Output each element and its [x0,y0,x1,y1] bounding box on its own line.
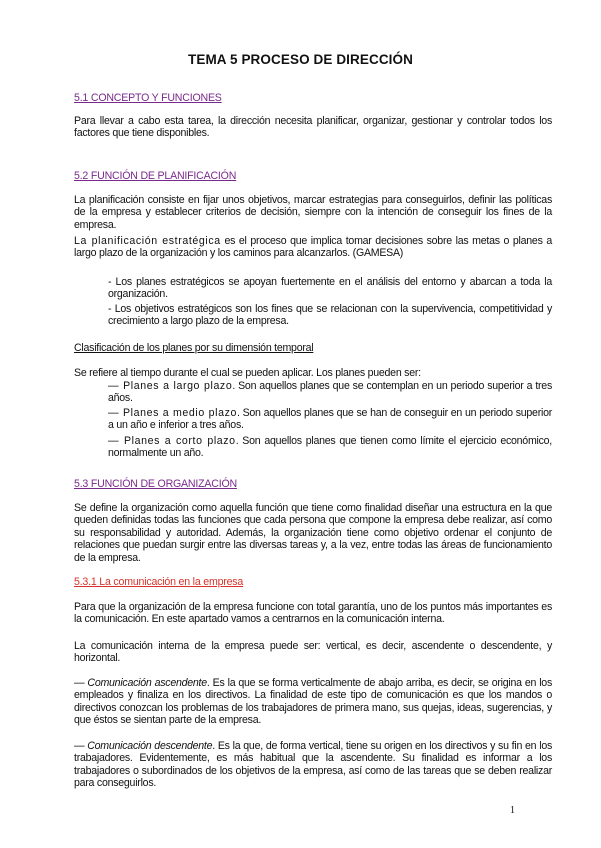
medium-term-plans-label: — Planes a medio plazo [108,407,237,419]
medium-term-plans-text: . Son aquellos planes que se han de conseguir en un periodo superior a un año e inferior a tres años. [108,407,552,432]
section-5-1-heading: 5.1 CONCEPTO Y FUNCIONES [74,92,222,104]
long-term-plans-label: — Planes a largo plazo [108,380,233,392]
short-term-plans-text: . Son aquellos planes que tienen como límite el ejercicio económico, normalmente un año. [108,435,553,460]
organization-paragraph: Se define la organización como aquella función que tiene como finalidad diseñar una estructura en la que queden definidas todas las funciones que cada persona que compone la empresa debe realizar, así como su responsabilidad y autoridad. Además, la organización tiene como objetivo ordenar el conjunto de relaciones que puedan surgir entre las diversas tareas y, a la vez, entre todas las áreas de funcionamiento de la empresa. [74,502,552,564]
medium-term-plans-item [108,407,552,432]
section-5-3-heading: 5.3 FUNCIÓN DE ORGANIZACIÓN [74,478,237,490]
long-term-plans-item [108,380,552,405]
descending-communication-paragraph [74,740,552,790]
plans-classification-intro: Se refiere al tiempo durante el cual se pueden aplicar. Los planes pueden ser: [74,367,421,379]
ascending-communication-text: . Es la que se forma verticalmente de abajo arriba, es decir, se origina en los empleados y finaliza en los directivos. La finalidad de este tipo de comunicación es que los mandos o directivos conozcan los problemas de los trabajadores de primera mano, sus quejas, ideas, sugerencias, y que éstos se sientan parte de la empresa. [74,677,552,727]
page-number: 1 [510,805,515,816]
long-term-plans-text: . Son aquellos planes que se contemplan en un periodo superior a tres años. [108,380,552,405]
strategic-planning-term: La planificación estratégica [74,235,221,247]
document-title: TEMA 5 PROCESO DE DIRECCIÓN [188,52,413,67]
short-term-plans-item [108,435,552,460]
strategic-plans-bullet: - Los planes estratégicos se apoyan fuertemente en el análisis del entorno y abarcan a toda la organización. [108,276,552,301]
descending-communication-label: — Comunicación descendente [74,740,213,752]
section-5-2-heading: 5.2 FUNCIÓN DE PLANIFICACIÓN [74,170,237,182]
section-5-3-1-heading: 5.3.1 La comunicación en la empresa [74,576,244,588]
section-5-1-paragraph: Para llevar a cabo esta tarea, la dirección necesita planificar, organizar, gestionar y controlar todos los factores que tiene disponibles. [74,115,552,140]
strategic-objectives-bullet: - Los objetivos estratégicos son los fines que se relacionan con la supervivencia, competitividad y crecimiento a largo plazo de la empresa. [108,303,552,328]
ascending-communication-paragraph [74,677,552,727]
strategic-planning-text: es el proceso que implica tomar decisiones sobre las metas o planes a largo plazo de la organización y los caminos para alcanzarlos. (GAMESA) [74,235,553,260]
descending-communication-text: . Es la que, de forma vertical, tiene su origen en los directivos y su fin en los trabajadores. Evidentemente, es más habitual que la ascendente. Su finalidad es informar a los trabajadores o subordinados de los objetivos de la empresa, así como de las tareas que se deben realizar para conseguirlos. [74,740,553,790]
strategic-planning-paragraph [74,235,552,260]
ascending-communication-label: — Comunicación ascendente [74,677,207,689]
plans-classification-heading: Clasificación de los planes por su dimensión temporal [74,342,314,354]
short-term-plans-label: — Planes a corto plazo [108,435,236,447]
communication-intro-paragraph: Para que la organización de la empresa funcione con total garantía, uno de los puntos más importantes es la comunicación. En este apartado vamos a centrarnos en la comunicación interna. [74,601,552,626]
internal-communication-paragraph: La comunicación interna de la empresa puede ser: vertical, es decir, ascendente o descendente, y horizontal. [74,640,552,665]
planning-paragraph: La planificación consiste en fijar unos objetivos, marcar estrategias para conseguirlos, definir las políticas de la empresa y establecer criterios de decisión, siempre con la intención de conseguir los fines de la empresa. [74,194,552,231]
